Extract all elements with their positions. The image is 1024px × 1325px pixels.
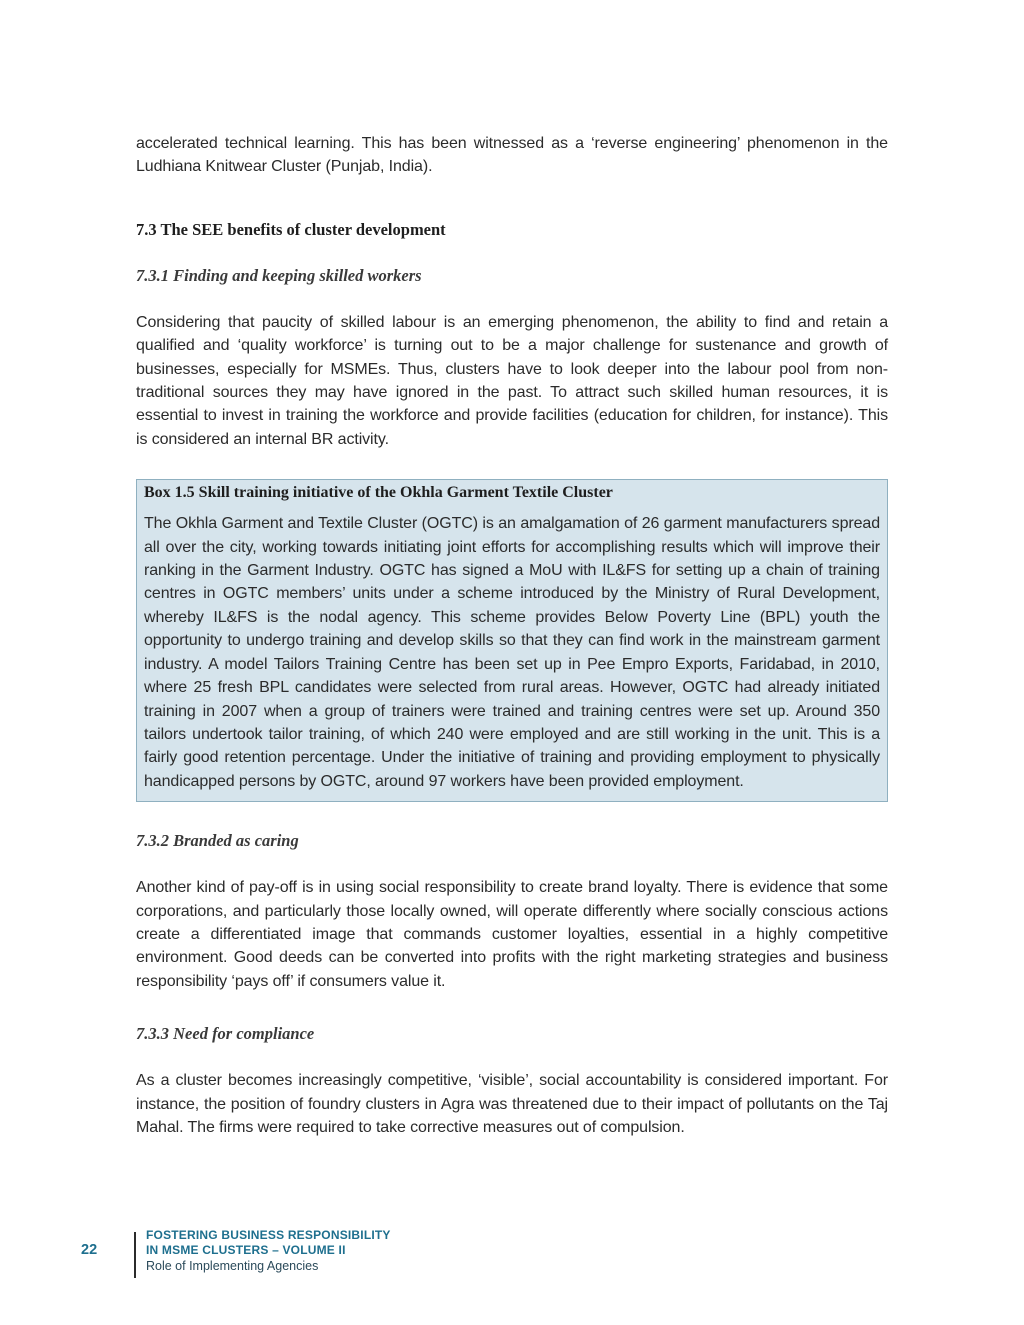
footer-publication-title [146, 1228, 391, 1274]
page-content [136, 132, 888, 1139]
subsection-paragraph-7-3-2: Another kind of pay-off is in using social responsibility to create brand loyalty. There is evidence that some corporations, and particularly those locally owned, will operate differently where socially conscious actions create a differentiated image that commands customer loyalties, essential in a highly competitive environment. Good deeds can be converted into profits with the right marketing strategies and business responsibility ‘pays off’ if consumers value it. [136, 879, 888, 990]
subsection-paragraph-7-3-1: Considering that paucity of skilled labour is an emerging phenomenon, the ability to find and retain a qualified and ‘quality workforce’ is turning out to be a major challenge for sustenance and growth of businesses, especially for MSMEs. Thus, clusters have to look deeper into the labour pool from non-traditional sources they may have ignored in the past. To attract such skilled human resources, it is essential to invest in training the workforce and provide facilities (education for children, for instance). This is considered an internal BR activity. [136, 313, 888, 448]
footer-line-2: IN MSME CLUSTERS – VOLUME II [146, 1243, 346, 1257]
footer-line-1: FOSTERING BUSINESS RESPONSIBILITY [146, 1228, 391, 1242]
page-number: 22 [81, 1242, 98, 1258]
footer-divider [134, 1232, 136, 1278]
info-box [136, 479, 888, 802]
subsection-heading-7-3-2: 7.3.2 Branded as caring [136, 831, 299, 851]
subsection-heading-7-3-1: 7.3.1 Finding and keeping skilled workers [136, 265, 422, 285]
box-paragraph: The Okhla Garment and Textile Cluster (OGTC) is an amalgamation of 26 garment manufacturers spread all over the city, working towards initiating joint efforts for accomplishing results which will improve their ranking in the Garment Industry. OGTC has signed a MoU with IL&FS for setting up a chain of training centres in OGTC members’ units under a scheme introduced by the Ministry of Rural Development, whereby IL&FS is the nodal agency. This scheme provides Below Poverty Line (BPL) youth the opportunity to undergo training and develop skills so that they can find work in the mainstream garment industry. A model Tailors Training Centre has been set up in Pee Empro Exports, Faridabad, in 2010, where 25 fresh BPL candidates were selected from rural areas. However, OGTC had already initiated training in 2007 when a group of trainers were trained and training centres were set up. Around 350 tailors undertook tailor training, of which 240 were employed and are still working in the unit. This is a fairly good retention percentage. Under the initiative of training and providing employment to physically handicapped persons by OGTC, around 97 workers have been provided employment. [144, 515, 880, 790]
section-heading: 7.3 The SEE benefits of cluster development [136, 219, 446, 239]
page-footer [0, 1226, 1024, 1286]
intro-paragraph: accelerated technical learning. This has been witnessed as a ‘reverse engineering’ phenomenon in the Ludhiana Knitwear Cluster (Punjab, India). [136, 135, 888, 176]
subsection-heading-7-3-3: 7.3.3 Need for compliance [136, 1024, 315, 1044]
box-title: Box 1.5 Skill training initiative of the Okhla Garment Textile Cluster [144, 484, 613, 502]
footer-line-3: Role of Implementing Agencies [146, 1259, 319, 1273]
subsection-paragraph-7-3-3: As a cluster becomes increasingly competitive, ‘visible’, social accountability is considered important. For instance, the position of foundry clusters in Agra was threatened due to their impact of pollutants on the Taj Mahal. The firms were required to take corrective measures out of compulsion. [136, 1072, 888, 1136]
